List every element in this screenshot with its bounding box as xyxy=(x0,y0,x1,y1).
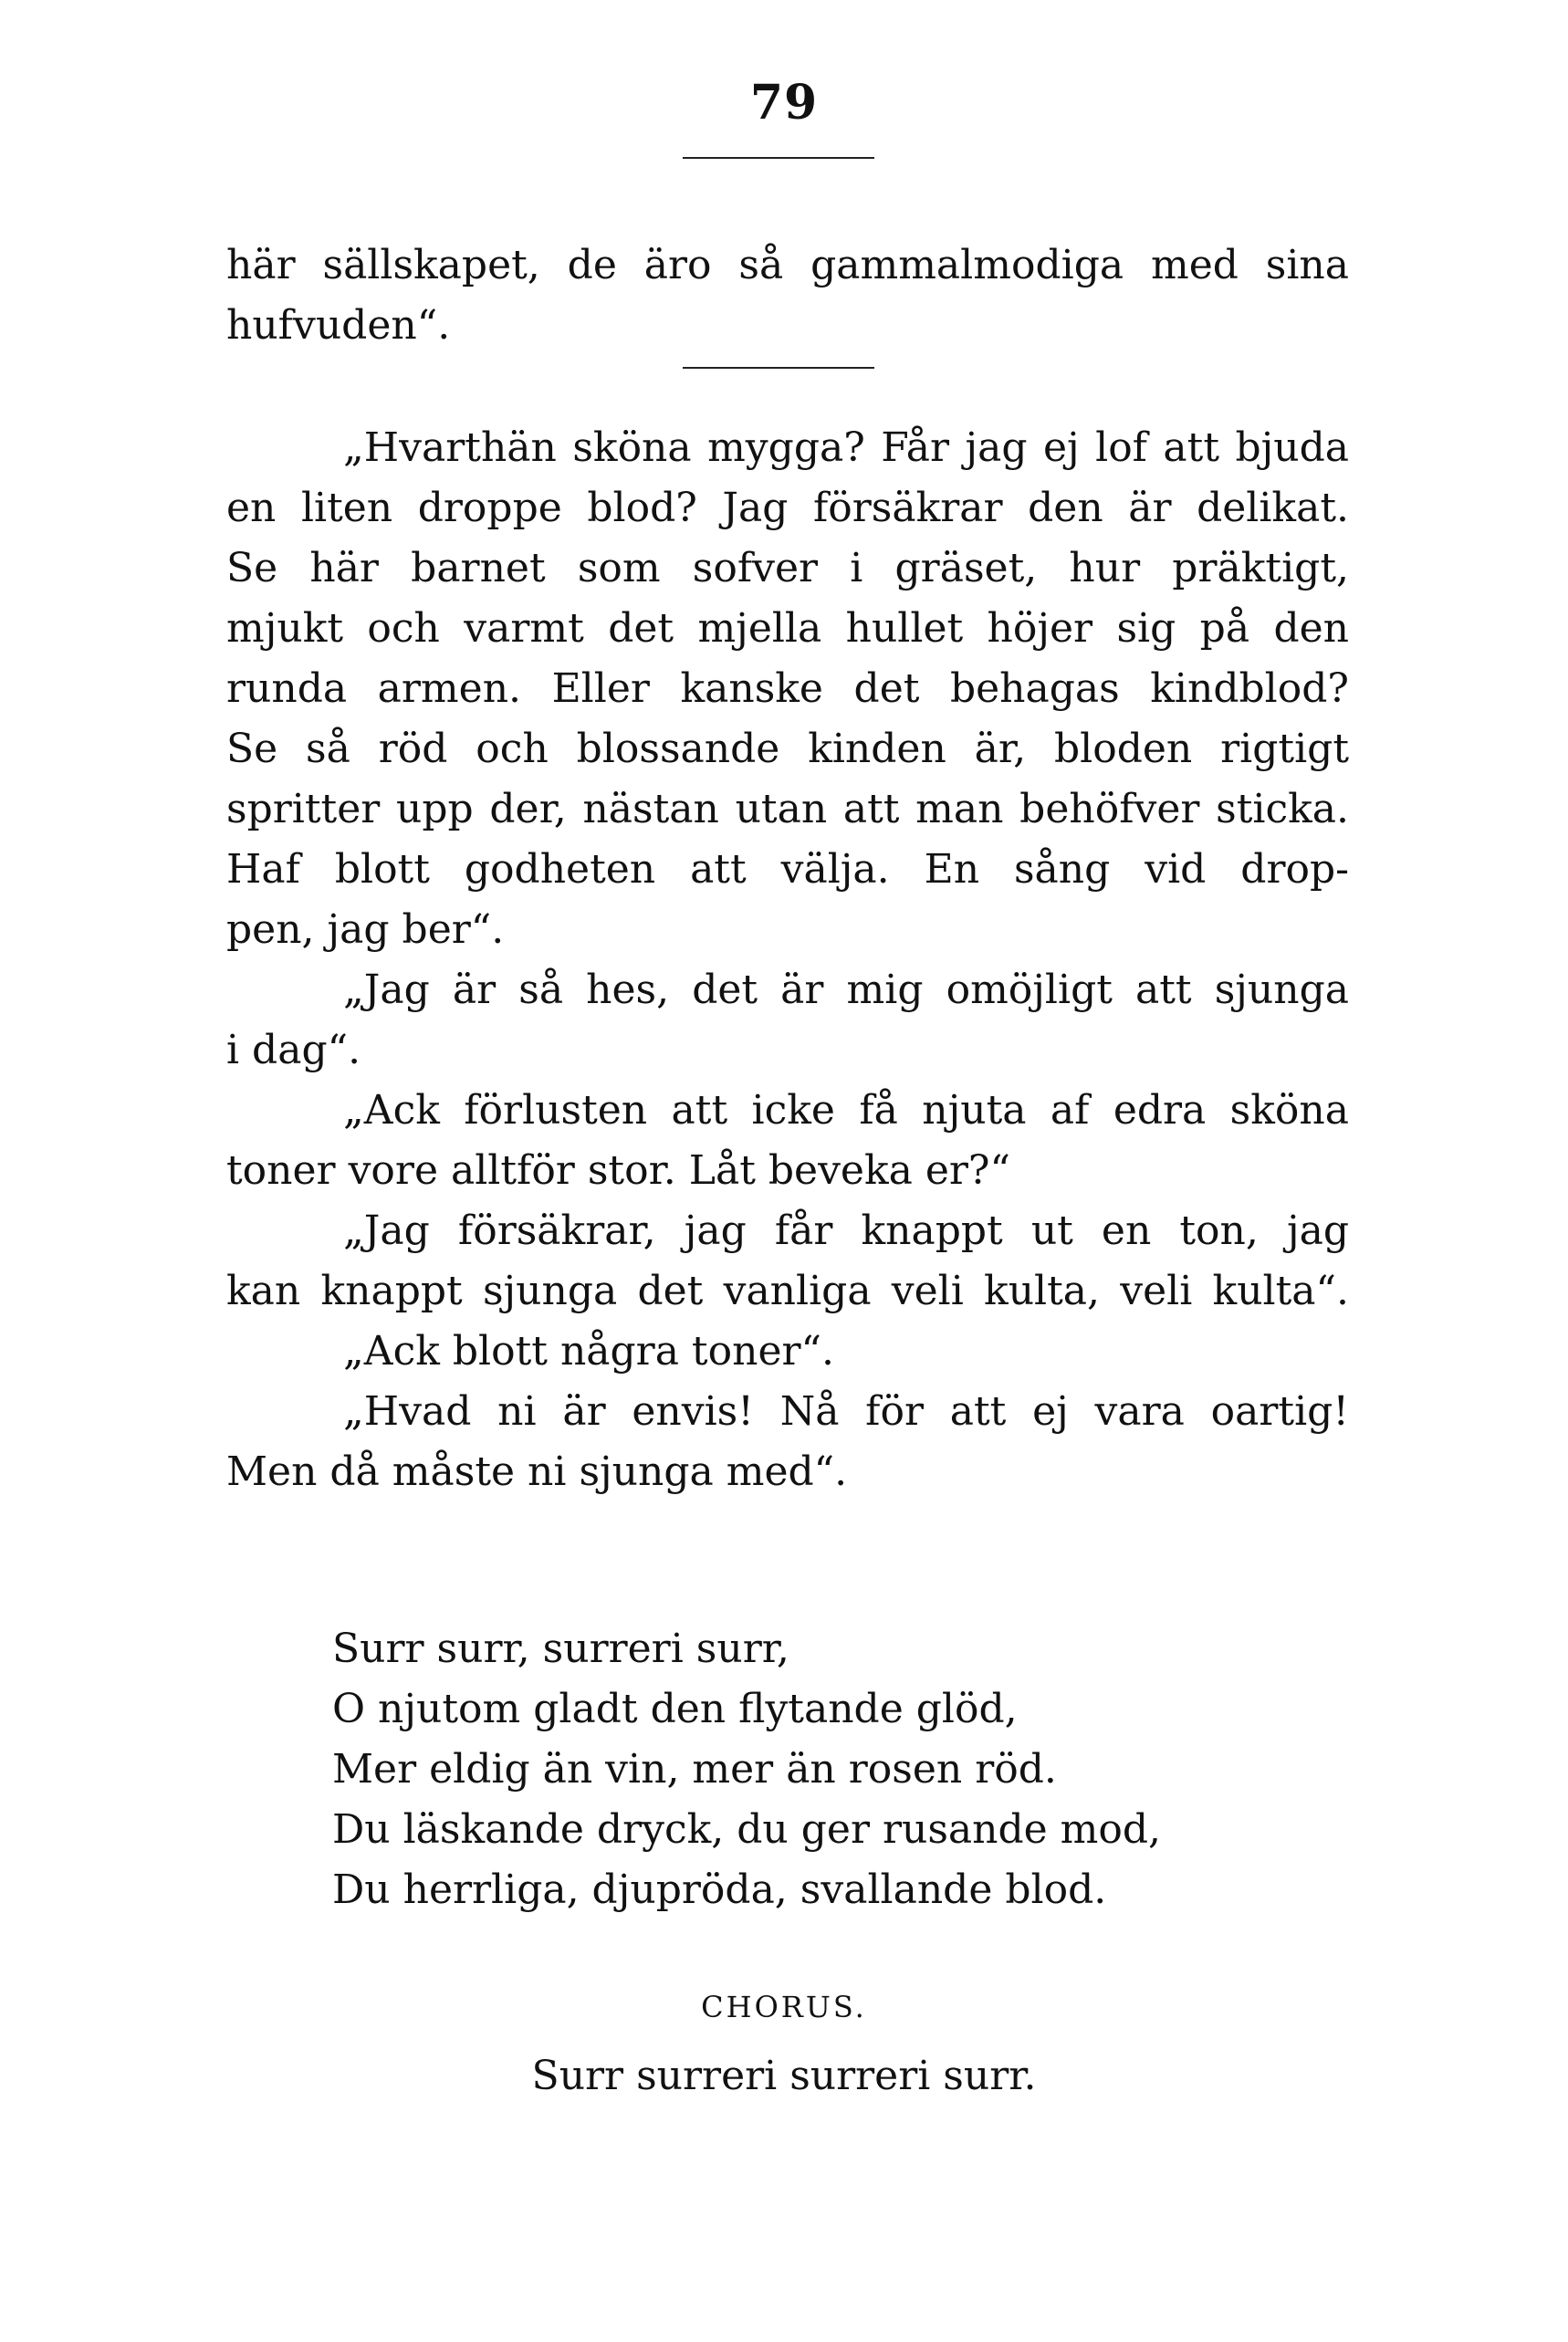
verse-line: Mer eldig än vin, mer än rosen röd. xyxy=(332,1746,1057,1793)
text-line: kan knappt sjunga det vanliga veli kulta, veli kulta“. xyxy=(226,1268,1349,1314)
text-line: i dag“. xyxy=(226,1027,361,1073)
text-line: Se så röd och blossande kinden är, bloden rigtigt xyxy=(226,726,1349,772)
header-rule xyxy=(683,157,874,159)
text-line: „Ack blott några toner“. xyxy=(343,1328,834,1375)
text-line: runda armen. Eller kanske det behagas kindblod? xyxy=(226,665,1349,712)
text-line: Men då måste ni sjunga med“. xyxy=(226,1448,848,1495)
dialogue-text xyxy=(226,418,1349,1502)
text-line: pen, jag ber“. xyxy=(226,906,505,953)
text-line: mjukt och varmt det mjella hullet höjer sig på den xyxy=(226,605,1349,652)
text-line: här sällskapet, de äro så gammalmodiga med sina xyxy=(226,242,1349,288)
verse-line: O njutom gladt den flytande glöd, xyxy=(332,1686,1018,1732)
page-number: 79 xyxy=(749,75,819,131)
section-divider xyxy=(683,367,874,369)
text-line: „Jag är så hes, det är mig omöjligt att sjunga xyxy=(343,967,1349,1013)
text-line: „Hvad ni är envis! Nå för att ej vara oartig! xyxy=(343,1388,1349,1435)
text-line: Haf blott godheten att välja. En sång vid drop- xyxy=(226,846,1349,893)
text-line: hufvuden“. xyxy=(226,302,451,349)
text-line: Se här barnet som sofver i gräset, hur präktigt, xyxy=(226,545,1349,591)
verse-line: Surr surr, surreri surr, xyxy=(332,1626,789,1672)
text-line: „Jag försäkrar, jag får knappt ut en ton, jag xyxy=(343,1208,1349,1254)
text-line: toner vore alltför stor. Låt beveka er?“ xyxy=(226,1147,1011,1194)
text-line: en liten droppe blod? Jag försäkrar den är delikat. xyxy=(226,485,1349,531)
song-verse xyxy=(332,1619,1161,1920)
verse-line: Du läskande dryck, du ger rusande mod, xyxy=(332,1806,1162,1853)
text-line: „Hvarthän sköna mygga? Får jag ej lof att bjuda xyxy=(343,424,1349,471)
chorus-heading: CHORUS. xyxy=(701,1990,867,2024)
intro-paragraph xyxy=(226,235,1349,356)
chorus-line: Surr surreri surreri surr. xyxy=(531,2053,1037,2099)
text-line: spritter upp der, nästan utan att man behöfver sticka. xyxy=(226,786,1349,832)
verse-line: Du herrliga, djupröda, svallande blod. xyxy=(332,1866,1107,1913)
text-line: „Ack förlusten att icke få njuta af edra sköna xyxy=(343,1087,1349,1134)
